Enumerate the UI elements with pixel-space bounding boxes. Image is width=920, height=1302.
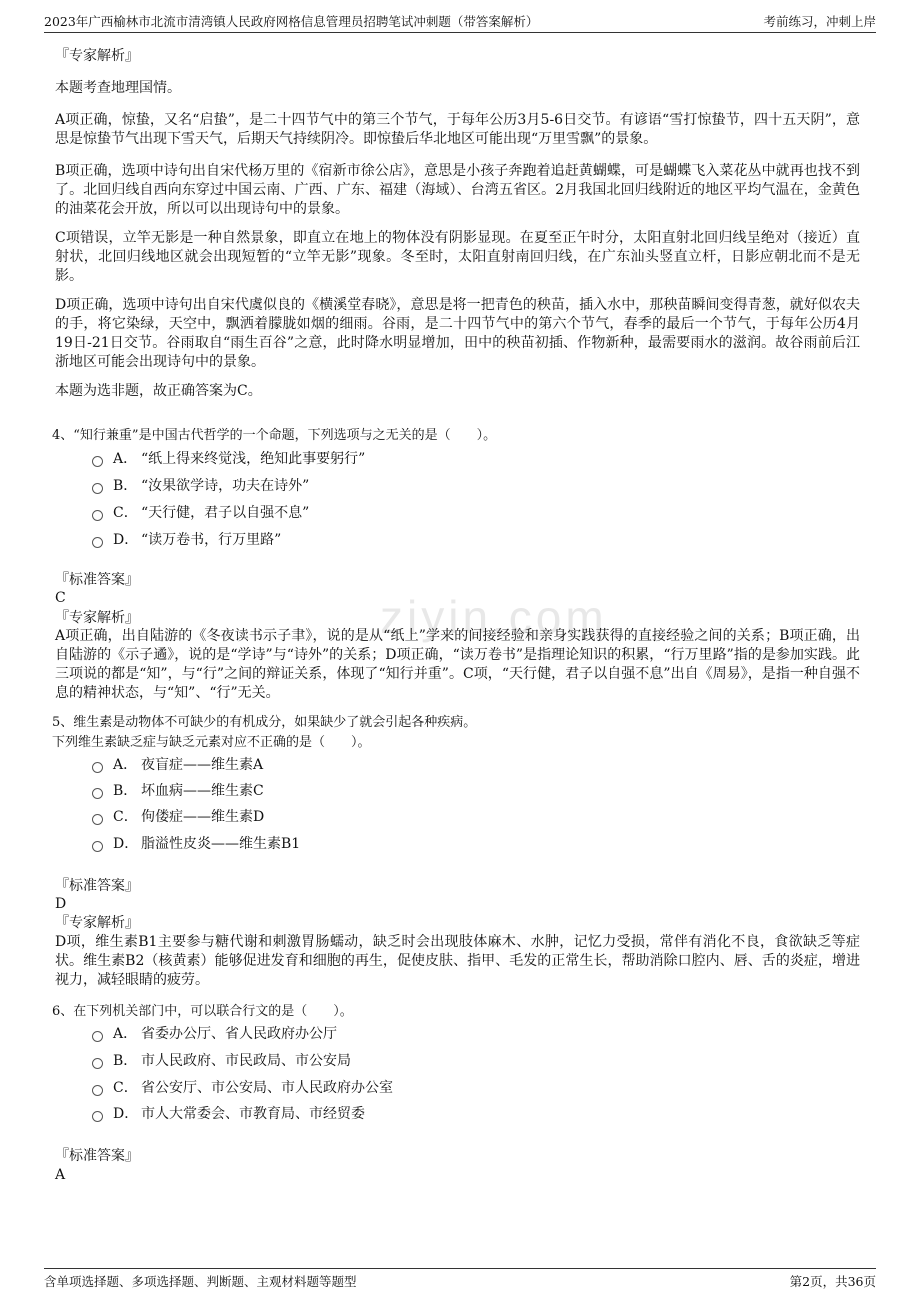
radio-icon[interactable] — [92, 1031, 103, 1042]
document-title: 2023年广西榆林市北流市清湾镇人民政府网格信息管理员招聘笔试冲刺题（带答案解析） — [44, 14, 539, 29]
footer-note: 含单项选择题、多项选择题、判断题、主观材料题等题型 — [44, 1274, 357, 1289]
q5-answer-label: 『标准答案』 — [55, 878, 139, 894]
q3-conclusion: 本题为选非题，故正确答案为C。 — [55, 383, 262, 399]
q6-option-d[interactable]: D． 市人大常委会、市教育局、市经贸委 — [92, 1104, 365, 1124]
q5-analysis: D项，维生素B1主要参与糖代谢和刺激胃肠蠕动，缺乏时会出现肢体麻木、水肿，记忆力受损，常伴有消化不良，食欲缺乏等症状。维生素B2（核黄素）能够促进发育和细胞的再生，促使皮肤、指甲、毛发的正常生长，帮助消除口腔内、唇、舌的炎症，增进视力，减轻眼睛的疲劳。 — [55, 934, 860, 988]
q3-paragraph-d: D项正确，选项中诗句出自宋代虞似良的《横溪堂春晓》，意思是将一把青色的秧苗，插入水中，那秧苗瞬间变得青葱，就好似农夫的手，将它染绿，天空中，飘洒着朦胧如烟的细雨。谷雨，是二十四节气中的第六个节气，春季的最后一个节气，于每年公历4月19日-21日交节。谷雨取自“雨生百谷”之意，此时降水明显增加，田中的秧苗初插、作物新种，最需要雨水的滋润。故谷雨前后江浙地区可能会出现诗句中的景象。 — [55, 297, 860, 370]
q4-analysis: A项正确，出自陆游的《冬夜读书示子聿》，说的是从“纸上”学来的间接经验和亲身实践获得的直接经验之间的关系；B项正确，出自陆游的《示子遹》，说的是“学诗”与“诗外”的关系；D项正确，“读万卷书”是指理论知识的积累，“行万里路”指的是参加实践。此三项说的都是“知”，与“行”之间的辩证关系，体现了“知行并重”。C项，“天行健，君子以自强不息”出自《周易》，是指一种自强不息的精神状态，与“知”、“行”无关。 — [55, 628, 860, 701]
q4-answer: C — [55, 590, 66, 606]
q5-stem-line2: 下列维生素缺乏症与缺乏元素对应不正确的是（ ）。 — [52, 735, 371, 750]
q5-option-c[interactable]: C． 佝偻症——维生素D — [92, 807, 264, 827]
q3-intro: 本题考查地理国情。 — [55, 80, 181, 96]
radio-icon[interactable] — [92, 1058, 103, 1069]
radio-icon[interactable] — [92, 456, 103, 467]
radio-icon[interactable] — [92, 841, 103, 852]
page-header — [44, 8, 876, 33]
page-footer — [44, 1268, 876, 1293]
q4-option-d[interactable]: D． “读万卷书，行万里路” — [92, 530, 281, 550]
watermark: ziyin.com — [380, 591, 608, 643]
q5-analysis-label: 『专家解析』 — [55, 915, 139, 931]
q6-option-b[interactable]: B． 市人民政府、市民政局、市公安局 — [92, 1051, 351, 1071]
radio-icon[interactable] — [92, 762, 103, 773]
q4-analysis-label: 『专家解析』 — [55, 610, 139, 626]
radio-icon[interactable] — [92, 1085, 103, 1096]
q6-answer-label: 『标准答案』 — [55, 1148, 139, 1164]
radio-icon[interactable] — [92, 788, 103, 799]
page-number: 第2页，共36页 — [789, 1274, 876, 1289]
q5-stem-line1: 5、维生素是动物体不可缺少的有机成分，如果缺少了就会引起各种疾病。 — [52, 715, 477, 730]
radio-icon[interactable] — [92, 510, 103, 521]
q4-answer-label: 『标准答案』 — [55, 572, 139, 588]
header-slogan: 考前练习，冲刺上岸 — [763, 14, 876, 29]
q4-option-b[interactable]: B． “汝果欲学诗，功夫在诗外” — [92, 476, 309, 496]
radio-icon[interactable] — [92, 483, 103, 494]
q4-option-c[interactable]: C． “天行健，君子以自强不息” — [92, 503, 309, 523]
radio-icon[interactable] — [92, 1111, 103, 1122]
q5-answer: D — [55, 896, 67, 912]
q3-paragraph-b: B项正确，选项中诗句出自宋代杨万里的《宿新市徐公店》，意思是小孩子奔跑着追赶黄蝴蝶，可是蝴蝶飞入菜花丛中就再也找不到了。北回归线自西向东穿过中国云南、广西、广东、福建（海域）、台湾五省区。2月我国北回归线附近的地区平均气温在，金黄色的油菜花会开放，所以可以出现诗句中的景象。 — [55, 163, 860, 217]
q4-option-a[interactable]: A． “纸上得来终觉浅，绝知此事要躬行” — [92, 449, 365, 469]
q5-option-a[interactable]: A． 夜盲症——维生素A — [92, 755, 263, 775]
q6-option-a[interactable]: A． 省委办公厅、省人民政府办公厅 — [92, 1024, 337, 1044]
q3-analysis-label: 『专家解析』 — [55, 48, 139, 64]
q5-option-b[interactable]: B． 坏血病——维生素C — [92, 781, 264, 801]
q3-paragraph-a: A项正确，惊蛰，又名“启蛰”，是二十四节气中的第三个节气，于每年公历3月5-6日交节。有谚语“雪打惊蛰节，四十五天阴”，意思是惊蛰节气出现下雪天气，后期天气持续阴冷。即惊蛰后华北地区可能出现“万里雪飘”的景象。 — [55, 112, 860, 147]
radio-icon[interactable] — [92, 537, 103, 548]
q6-answer: A — [55, 1167, 66, 1183]
q6-option-c[interactable]: C． 省公安厅、市公安局、市人民政府办公室 — [92, 1078, 393, 1098]
q4-stem: 4、“知行兼重”是中国古代哲学的一个命题，下列选项与之无关的是（ ）。 — [52, 428, 497, 443]
radio-icon[interactable] — [92, 814, 103, 825]
q6-stem: 6、在下列机关部门中，可以联合行文的是（ ）。 — [52, 1004, 353, 1019]
q3-paragraph-c: C项错误，立竿无影是一种自然景象，即直立在地上的物体没有阴影显现。在夏至正午时分，太阳直射北回归线呈绝对（接近）直射状，北回归线地区就会出现短暂的“立竿无影”现象。冬至时，太阳直射南回归线，在广东汕头竖直立杆，日影应朝北而不是无影。 — [55, 230, 860, 284]
q5-option-d[interactable]: D． 脂溢性皮炎——维生素B1 — [92, 834, 300, 854]
